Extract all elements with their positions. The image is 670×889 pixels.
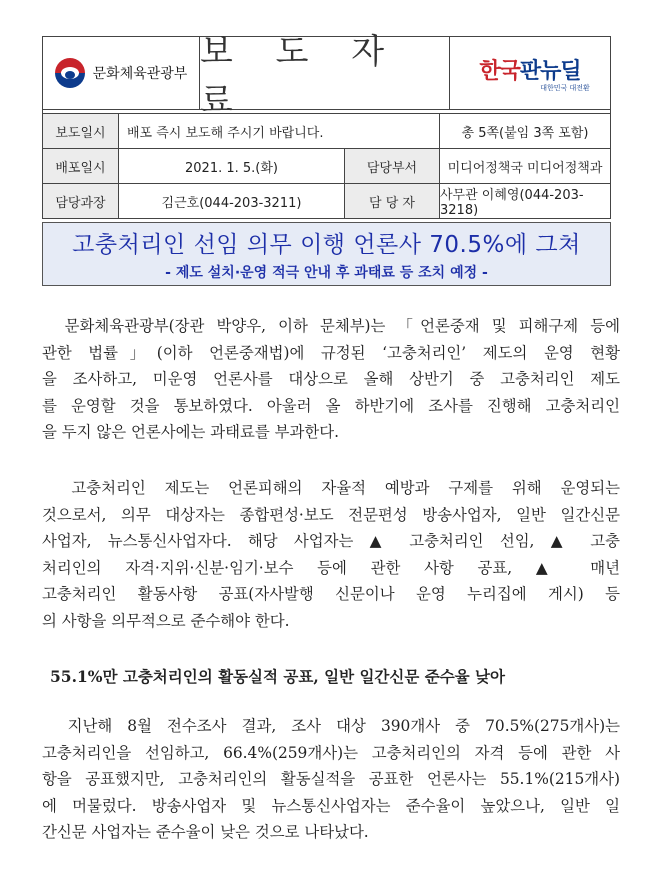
- paragraph-2: [42, 475, 620, 635]
- korean-new-deal-logo: [450, 37, 610, 109]
- distribution-row: [43, 149, 610, 184]
- paragraph-line: 관한 법률」(이하 언론중재법)에 규정된 ‘고충처리인’ 제도의 운영 현황: [42, 343, 620, 362]
- department-value: 미디어정책국 미디어정책과: [447, 160, 603, 176]
- distribution-date-label: 배포일시: [43, 149, 119, 183]
- paragraph-line: 에 머물렀다. 방송사업자 및 뉴스통신사업자는 준수율이 높았으나, 일반 일: [42, 796, 620, 815]
- release-time-label: 보도일시: [43, 114, 119, 148]
- page-count: 총 5쪽(붙임 3쪽 포함): [461, 125, 589, 141]
- taegeuk-emblem-icon: [55, 58, 85, 88]
- ministry-name: 문화체육관광부: [92, 66, 188, 82]
- headline-box: [42, 222, 611, 286]
- paragraph-line: 처리인의 자격·지위·신분·임기·보수 등에 관한 사항 공표, ▲ 매년: [42, 558, 620, 577]
- department-label: 담당부서: [345, 149, 440, 183]
- paragraph-3: [42, 713, 620, 846]
- document-title: 보 도 자 료: [200, 37, 450, 109]
- header-top-row: [43, 32, 610, 121]
- korean-new-deal-logo-text: 한국판뉴딜: [479, 58, 581, 84]
- ministry-logo: [43, 37, 200, 109]
- paragraph-line: 의 사항을 의무적으로 준수해야 한다.: [42, 611, 290, 630]
- release-time-value: 배포 즉시 보도해 주시기 바랍니다.: [119, 114, 440, 148]
- paragraph-line: 사업자, 뉴스통신사업자다. 해당 사업자는 ▲ 고충처리인 선임, ▲ 고충: [42, 532, 620, 551]
- contact-row: [43, 184, 610, 218]
- paragraph-line: 고충처리인 제도는 언론피해의 자율적 예방과 구제를 위해 운영되는: [42, 479, 620, 497]
- contact-person-value: 사무관 이혜영(044-203-3218): [440, 188, 584, 218]
- release-time-row: [43, 114, 610, 149]
- headline-subtitle: - 제도 설치·운영 적극 안내 후 과태료 등 조치 예정 -: [165, 265, 488, 281]
- paragraph-line: 문화체육관광부(장관 박양우, 이하 문체부)는 「언론중재 및 피해구제 등에: [42, 317, 620, 335]
- paragraph-line: 것으로서, 의무 대상자는 종합편성·보도 전문편성 방송사업자, 일반 일간신문: [42, 505, 620, 524]
- distribution-date-value: 2021. 1. 5.(화): [119, 149, 345, 183]
- press-release-header: [42, 32, 611, 219]
- paragraph-1: [42, 313, 620, 446]
- section-subheading: 55.1%만 고충처리인의 활동실적 공표, 일반 일간신문 준수율 낮아: [50, 667, 506, 686]
- headline-title: 고충처리인 선임 의무 이행 언론사 70.5%에 그쳐: [72, 232, 581, 258]
- paragraph-line: 항을 공표했지만, 고충처리인의 활동실적을 공표한 언론사는 55.1%(215개사): [42, 770, 620, 789]
- contact-person-label: 담 당 자: [345, 184, 440, 218]
- paragraph-line: 을 두지 않은 언론사에는 과태료를 부과한다.: [42, 423, 339, 442]
- paragraph-line: 고충처리인 활동사항 공표(자사발행 신문이나 운영 누리집에 게시) 등: [42, 585, 620, 604]
- paragraph-line: 간신문 사업자는 준수율이 낮은 것으로 나타났다.: [42, 823, 369, 842]
- paragraph-line: 를 운영할 것을 통보하였다. 아울러 올 하반기에 조사를 진행해 고충처리인: [42, 396, 620, 415]
- paragraph-line: 지난해 8월 전수조사 결과, 조사 대상 390개사 중 70.5%(275개사)는: [42, 717, 620, 735]
- paragraph-line: 을 조사하고, 미운영 언론사를 대상으로 올해 상반기 중 고충처리인 제도: [42, 370, 620, 389]
- manager-label: 담당과장: [43, 184, 119, 218]
- paragraph-line: 고충처리인을 선임하고, 66.4%(259개사)는 고충처리인의 자격 등에 관한 사: [42, 743, 620, 762]
- korean-new-deal-logo-subtext: 대한민국 대전환: [540, 83, 590, 92]
- manager-value: 김근호(044-203-3211): [119, 184, 345, 218]
